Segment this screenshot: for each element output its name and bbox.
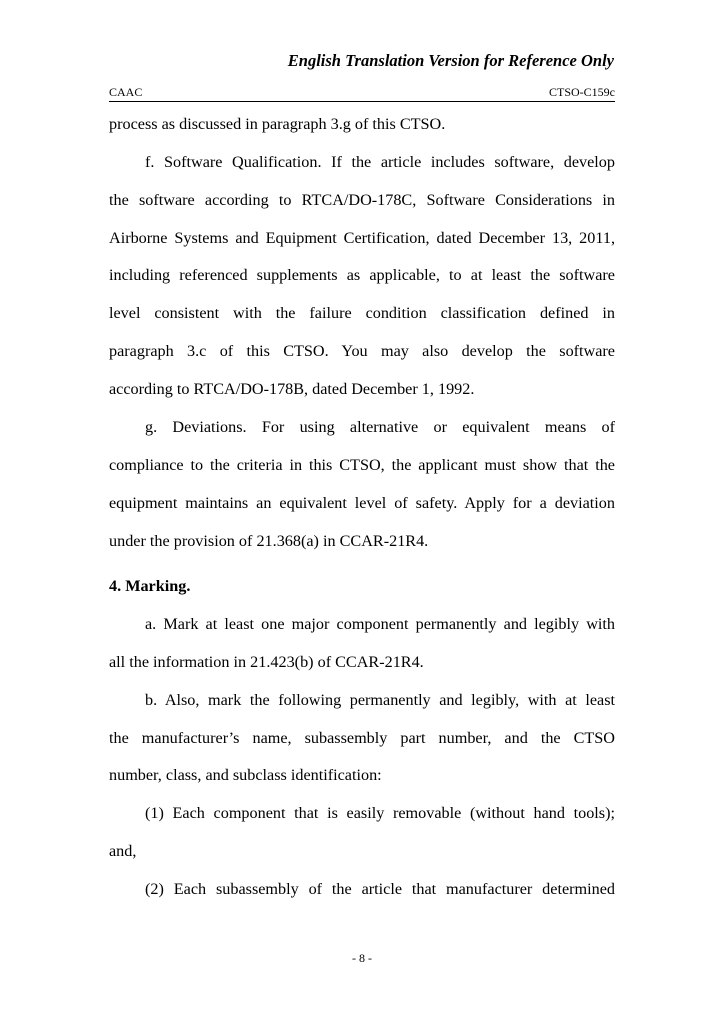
body-line: level consistent with the failure condition classification defined in xyxy=(109,304,615,322)
body-line: according to RTCA/DO-178B, dated December 1, 1992. xyxy=(109,380,475,398)
page-number: - 8 - xyxy=(352,951,372,965)
header-document-id: CTSO-C159c xyxy=(549,85,615,99)
body-line: (1) Each component that is easily removable (without hand tools); xyxy=(145,804,615,822)
body-line: including referenced supplements as applicable, to at least the software xyxy=(109,266,615,284)
body-line: all the information in 21.423(b) of CCAR-21R4. xyxy=(109,653,424,671)
body-line: compliance to the criteria in this CTSO, the applicant must show that the xyxy=(109,456,615,474)
header-agency: CAAC xyxy=(109,85,143,99)
body-line: f. Software Qualification. If the article includes software, develop xyxy=(145,153,615,171)
body-line: process as discussed in paragraph 3.g of this CTSO. xyxy=(109,115,446,133)
body-line: a. Mark at least one major component permanently and legibly with xyxy=(145,615,615,633)
running-header xyxy=(109,85,615,102)
body-line: under the provision of 21.368(a) in CCAR-21R4. xyxy=(109,532,429,550)
body-line: and, xyxy=(109,842,137,860)
body-line: Airborne Systems and Equipment Certification, dated December 13, 2011, xyxy=(109,229,615,247)
body-line: paragraph 3.c of this CTSO. You may also develop the software xyxy=(109,342,615,360)
section-heading: 4. Marking. xyxy=(109,577,191,595)
body-line: g. Deviations. For using alternative or equivalent means of xyxy=(145,418,615,436)
body-line: number, class, and subclass identification: xyxy=(109,766,382,784)
translation-banner: English Translation Version for Reference Only xyxy=(287,51,614,70)
body-line: the software according to RTCA/DO-178C, Software Considerations in xyxy=(109,191,615,209)
body-line: equipment maintains an equivalent level of safety. Apply for a deviation xyxy=(109,494,615,512)
body-line: b. Also, mark the following permanently and legibly, with at least xyxy=(145,691,615,709)
body-line: the manufacturer’s name, subassembly part number, and the CTSO xyxy=(109,729,615,747)
body-line: (2) Each subassembly of the article that manufacturer determined xyxy=(145,880,615,898)
